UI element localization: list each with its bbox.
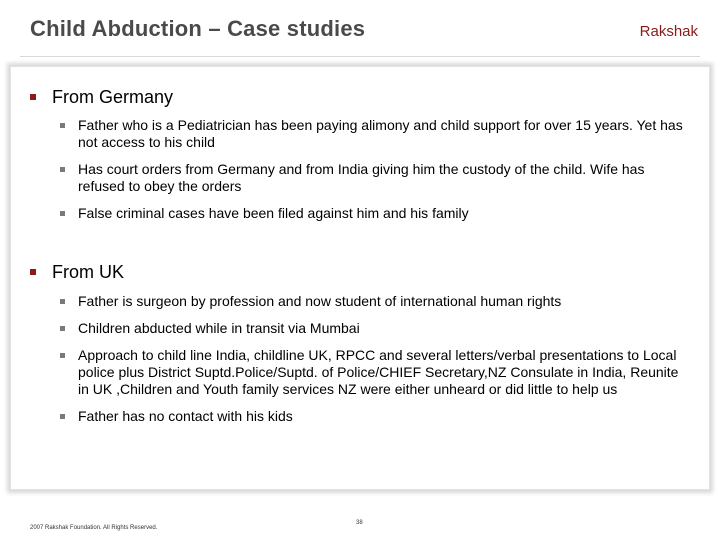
- list-item: [30, 205, 688, 222]
- list-item-text: Approach to child line India, childline UK, RPCC and several letters/verbal presentations to Local police plus District Suptd.Police/Suptd. of Police/CHIEF Secretary,NZ Consulate in India, Reunite in UK ,Children and Youth family services NZ were either unheard or did little to help us: [78, 347, 679, 397]
- square-bullet-icon: [30, 269, 36, 275]
- slide-header: [0, 0, 720, 58]
- list-item: [30, 293, 688, 310]
- list-item-text: Father is surgeon by profession and now student of international human rights: [78, 293, 562, 309]
- list-item: [30, 117, 688, 151]
- list-item: [30, 408, 688, 425]
- square-bullet-icon: [60, 123, 65, 128]
- footer-copyright: 2007 Rakshak Foundation. All Rights Reserved.: [30, 525, 158, 531]
- list-item-text: Father has no contact with his kids: [78, 408, 293, 424]
- slide-title: Child Abduction – Case studies: [30, 16, 366, 41]
- square-bullet-icon: [60, 326, 65, 331]
- section-heading: [30, 261, 690, 283]
- page-number: 38: [356, 520, 363, 526]
- section-heading: [30, 86, 690, 108]
- section-heading-text: From Germany: [52, 87, 174, 107]
- list-item: [30, 347, 688, 398]
- square-bullet-icon: [60, 353, 65, 358]
- section-heading-text: From UK: [52, 262, 124, 282]
- section-germany: [30, 86, 690, 222]
- brand-logo-text: Rakshak: [639, 23, 698, 40]
- section-uk: [30, 261, 690, 425]
- square-bullet-icon: [60, 211, 65, 216]
- square-bullet-icon: [60, 414, 65, 419]
- list-item-text: Has court orders from Germany and from India giving him the custody of the child. Wife has refused to obey the orders: [78, 161, 645, 194]
- list-item-text: False criminal cases have been filed against him and his family: [78, 205, 469, 221]
- square-bullet-icon: [60, 167, 65, 172]
- list-item: [30, 320, 688, 337]
- list-item: [30, 161, 688, 195]
- list-item-text: Children abducted while in transit via Mumbai: [78, 320, 360, 336]
- square-bullet-icon: [30, 94, 36, 100]
- header-divider: [20, 56, 700, 57]
- square-bullet-icon: [60, 299, 65, 304]
- list-item-text: Father who is a Pediatrician has been paying alimony and child support for over 15 years. Yet has not access to his child: [78, 117, 683, 150]
